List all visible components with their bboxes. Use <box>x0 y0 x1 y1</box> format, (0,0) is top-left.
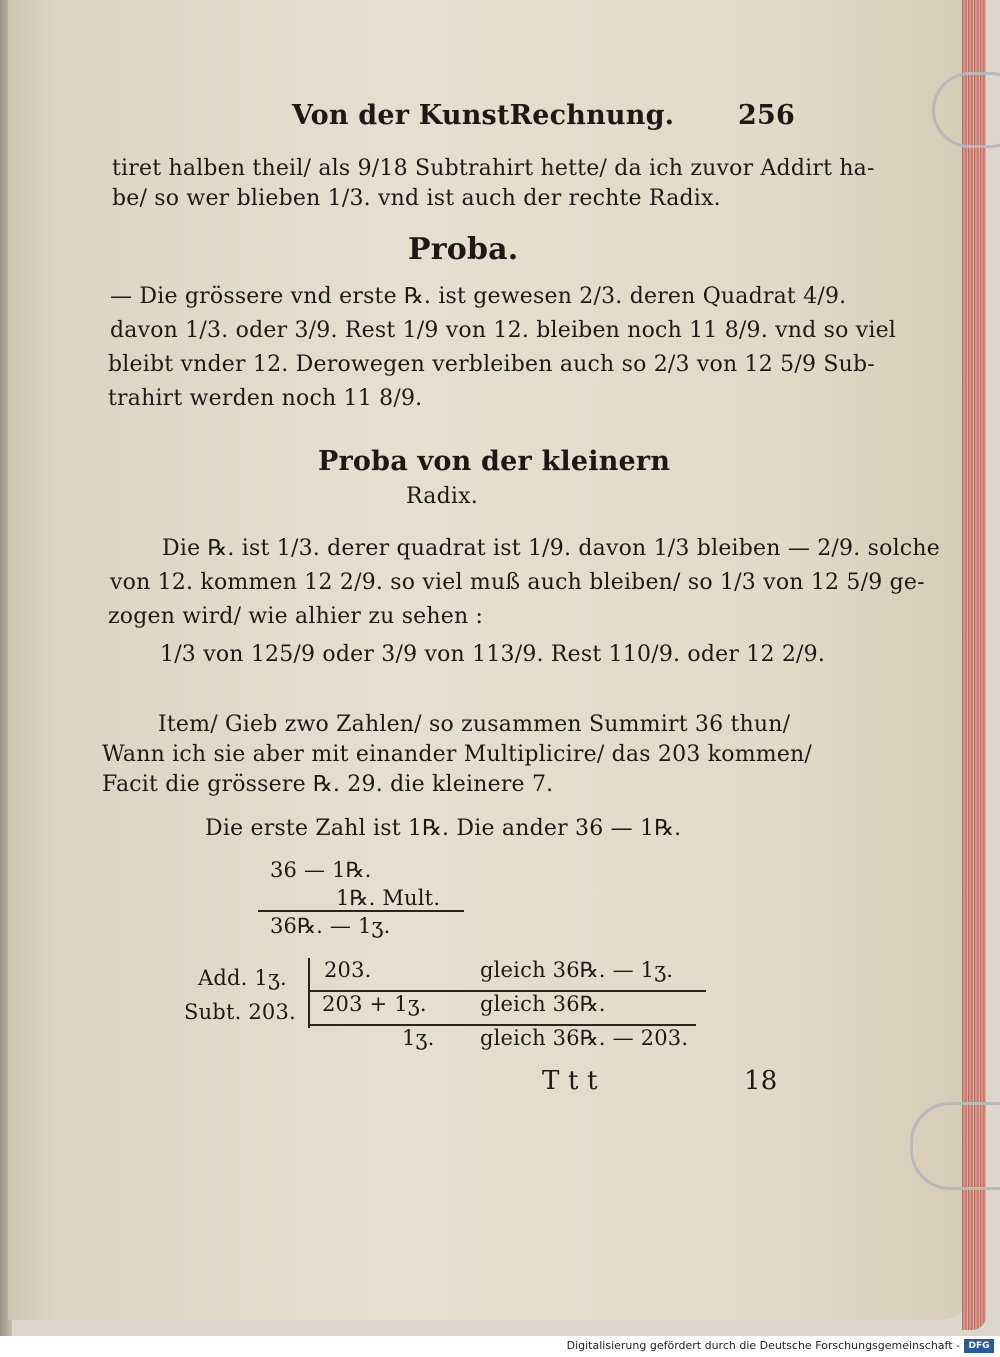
divider-rule <box>258 910 464 912</box>
paper-clip-icon <box>932 72 1000 148</box>
multiplication-line: 36 — 1℞. <box>270 858 372 882</box>
equation-left: 203 + 1ʒ. <box>322 992 427 1016</box>
text-line: 1/3 von 125/9 oder 3/9 von 113/9. Rest 110/9. oder 12 2/9. <box>160 642 826 667</box>
multiplication-line: 1℞. Mult. <box>336 886 441 910</box>
text-line: be/ so wer blieben 1/3. vnd ist auch der rechte Radix. <box>112 186 721 211</box>
equation-right: gleich 36℞. — 1ʒ. <box>480 958 674 982</box>
text-line: von 12. kommen 12 2/9. so viel muß auch bleiben/ so 1/3 von 12 5/9 ge- <box>110 570 925 595</box>
multiplication-result: 36℞. — 1ʒ. <box>270 914 391 938</box>
equation-right: gleich 36℞. <box>480 992 606 1016</box>
signature-mark: T t t <box>542 1066 598 1096</box>
running-title: Von der KunstRechnung. <box>292 100 675 131</box>
paper-clip-icon <box>910 1102 1000 1190</box>
text-line: zogen wird/ wie alhier zu sehen : <box>108 604 484 629</box>
equation-left: 203. <box>324 958 372 982</box>
operation-label: Add. 1ʒ. <box>198 966 287 990</box>
section-heading: Proba. <box>408 232 519 267</box>
equation-line: Die erste Zahl ist 1℞. Die ander 36 — 1℞. <box>205 816 682 841</box>
text-line: Item/ Gieb zwo Zahlen/ so zusammen Summirt 36 thun/ <box>158 712 791 737</box>
text-line: tiret halben theil/ als 9/18 Subtrahirt hette/ da ich zuvor Addirt ha- <box>112 156 875 181</box>
footer-bar <box>0 1336 1000 1357</box>
text-line: trahirt werden noch 11 8/9. <box>108 386 423 411</box>
text-line: bleibt vnder 12. Derowegen verbleiben auch so 2/3 von 12 5/9 Sub- <box>108 352 875 377</box>
catchword: 18 <box>744 1066 778 1096</box>
section-subheading: Radix. <box>406 484 478 509</box>
text-line: Wann ich sie aber mit einander Multiplicire/ das 203 kommen/ <box>102 742 813 767</box>
text-line: Facit die grössere ℞. 29. die kleinere 7. <box>102 772 554 797</box>
text-line: davon 1/3. oder 3/9. Rest 1/9 von 12. bleiben noch 11 8/9. vnd so viel <box>110 318 897 343</box>
page-number: 256 <box>738 100 795 131</box>
dfg-logo-icon: DFG <box>964 1339 994 1353</box>
equation-right: gleich 36℞. — 203. <box>480 1026 689 1050</box>
equation-left: 1ʒ. <box>402 1026 435 1050</box>
footer-credit: Digitalisierung gefördert durch die Deutsche Forschungsgemeinschaft - <box>566 1339 960 1352</box>
operation-label: Subt. 203. <box>184 1000 296 1024</box>
bracket-rule <box>308 958 310 1028</box>
section-heading: Proba von der kleinern <box>318 446 671 477</box>
text-line: — Die grössere vnd erste ℞. ist gewesen 2/3. deren Quadrat 4/9. <box>110 284 847 309</box>
text-line: Die ℞. ist 1/3. derer quadrat ist 1/9. davon 1/3 bleiben — 2/9. solche <box>162 536 940 561</box>
